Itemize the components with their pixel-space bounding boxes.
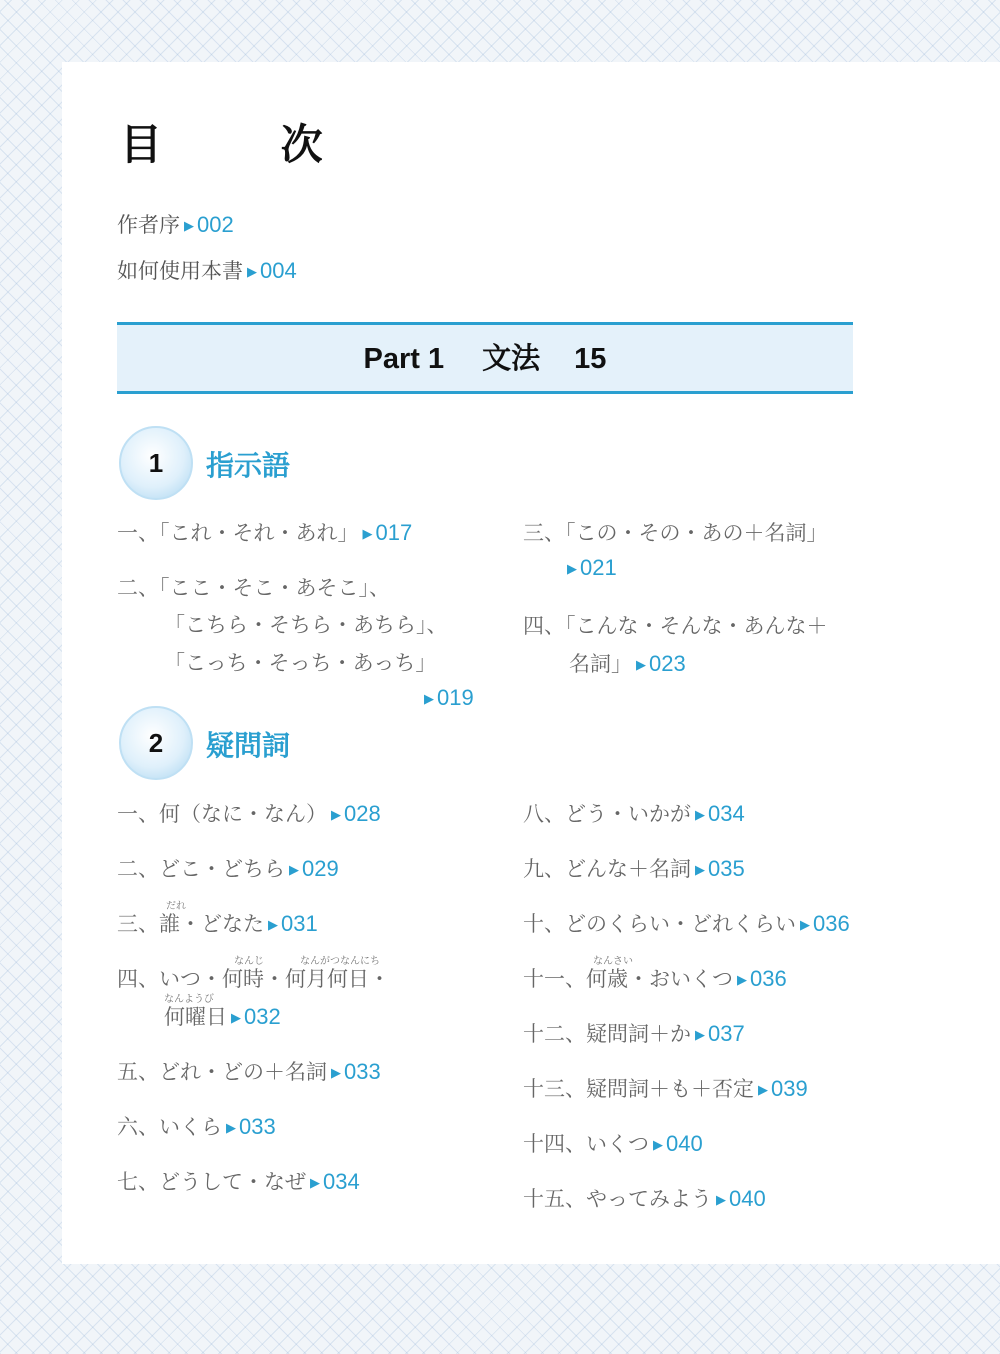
part-name: 文法 xyxy=(482,341,541,375)
toc-item-line[interactable]: 「こちら・そちら・あちら」、 xyxy=(164,613,448,637)
page-number: 017 xyxy=(375,520,413,545)
toc-item-label: 名詞」 xyxy=(569,652,632,676)
toc-item-label: 十三、疑問詞＋も＋否定 xyxy=(523,1077,754,1101)
toc-entry-how-to-use[interactable] xyxy=(117,255,297,285)
page-number: 036 xyxy=(750,966,787,991)
toc-item[interactable] xyxy=(523,1183,766,1213)
page-arrow-icon: ▶ xyxy=(653,1138,663,1153)
toc-item-page[interactable] xyxy=(563,555,617,581)
section-number-badge: 2 xyxy=(119,706,193,780)
toc-item-label: 十二、疑問詞＋か xyxy=(523,1022,691,1046)
page-number: 037 xyxy=(708,1021,745,1046)
toc-item[interactable] xyxy=(523,1073,808,1103)
toc-item-page[interactable] xyxy=(420,685,474,711)
toc-item-label: 九、どんな＋名詞 xyxy=(523,857,691,881)
page-number: 040 xyxy=(666,1131,703,1156)
toc-item-line[interactable]: 三、「この・その・あの＋名詞」 xyxy=(523,521,828,545)
part-label: Part 1 xyxy=(363,343,445,375)
page-number: 031 xyxy=(281,911,318,936)
page-number: 028 xyxy=(344,801,381,826)
toc-item-label: 十五、やってみよう xyxy=(523,1187,712,1211)
page-arrow-icon: ▶ xyxy=(362,527,373,542)
page-title: 目 次 xyxy=(120,120,375,169)
page-arrow-icon: ▶ xyxy=(310,1176,320,1191)
page-number: 002 xyxy=(197,212,234,237)
toc-item-line[interactable]: 二、「ここ・そこ・あそこ」、 xyxy=(117,576,390,600)
page-arrow-icon: ▶ xyxy=(737,973,747,988)
toc-item-label: 七、どうして・なぜ xyxy=(117,1170,306,1194)
page-arrow-icon: ▶ xyxy=(247,265,257,280)
toc-item-label: 二、どこ・どちら xyxy=(117,857,285,881)
toc-item-line[interactable]: 四、「こんな・そんな・あんな＋ xyxy=(523,614,828,638)
page-arrow-icon: ▶ xyxy=(226,1121,236,1136)
page-arrow-icon: ▶ xyxy=(636,658,646,673)
toc-item[interactable] xyxy=(164,1001,281,1031)
page-number: 040 xyxy=(729,1186,766,1211)
toc-item-label: 三、誰・どなた xyxy=(117,912,264,936)
toc-item-line[interactable]: 「こっち・そっち・あっち」 xyxy=(164,651,437,675)
toc-item-label: 一、何（なに・なん） xyxy=(117,802,327,826)
furigana: なんがつなんにち xyxy=(300,956,380,967)
page-arrow-icon: ▶ xyxy=(567,562,577,577)
page-arrow-icon: ▶ xyxy=(268,918,278,933)
toc-item[interactable] xyxy=(523,963,787,993)
toc-item-label: 十、どのくらい・どれくらい xyxy=(523,912,796,936)
part-number: 15 xyxy=(574,343,607,375)
toc-item[interactable] xyxy=(523,1018,745,1048)
furigana: なんじ xyxy=(234,956,264,967)
toc-entry-preface[interactable] xyxy=(117,209,234,239)
toc-entry-label: 作者序 xyxy=(117,213,180,237)
page-number: 036 xyxy=(813,911,850,936)
page-number: 019 xyxy=(437,685,474,710)
page-arrow-icon: ▶ xyxy=(289,863,299,878)
part-header-band xyxy=(117,322,853,394)
toc-item-label: 六、いくら xyxy=(117,1115,222,1139)
toc-item[interactable] xyxy=(117,1111,276,1141)
toc-item-label: 五、どれ・どの＋名詞 xyxy=(117,1060,327,1084)
toc-item[interactable] xyxy=(523,853,745,883)
page-arrow-icon: ▶ xyxy=(184,219,194,234)
toc-item[interactable] xyxy=(523,908,850,938)
furigana: だれ xyxy=(166,901,186,912)
page-arrow-icon: ▶ xyxy=(424,692,434,707)
toc-item[interactable] xyxy=(117,798,381,828)
page-number: 004 xyxy=(260,258,297,283)
page-arrow-icon: ▶ xyxy=(695,863,705,878)
page-number: 032 xyxy=(244,1004,281,1029)
page-arrow-icon: ▶ xyxy=(758,1083,768,1098)
page-number: 029 xyxy=(302,856,339,881)
toc-item[interactable] xyxy=(117,853,339,883)
toc-item[interactable] xyxy=(117,1056,381,1086)
section-title[interactable]: 指示語 xyxy=(206,449,291,482)
page-arrow-icon: ▶ xyxy=(800,918,810,933)
page-arrow-icon: ▶ xyxy=(231,1011,241,1026)
page-number: 021 xyxy=(580,555,617,580)
toc-item-line[interactable]: 四、いつ・何時・何月何日・ xyxy=(117,967,390,991)
page-arrow-icon: ▶ xyxy=(695,1028,705,1043)
toc-item-label: 一、「これ・それ・あれ」 xyxy=(117,521,359,545)
page-number: 023 xyxy=(649,651,686,676)
page-arrow-icon: ▶ xyxy=(331,1066,341,1081)
toc-item[interactable] xyxy=(117,517,412,547)
page-arrow-icon: ▶ xyxy=(695,808,705,823)
page-number: 033 xyxy=(239,1114,276,1139)
page-arrow-icon: ▶ xyxy=(716,1193,726,1208)
toc-item-label: 八、どう・いかが xyxy=(523,802,691,826)
page-number: 035 xyxy=(708,856,745,881)
toc-item[interactable] xyxy=(569,648,686,678)
page-number: 034 xyxy=(708,801,745,826)
toc-item[interactable] xyxy=(117,1166,360,1196)
toc-item[interactable] xyxy=(523,1128,703,1158)
section-title[interactable]: 疑問詞 xyxy=(206,729,291,762)
toc-item[interactable] xyxy=(523,798,745,828)
toc-item-label: 十四、いくつ xyxy=(523,1132,649,1156)
page-number: 034 xyxy=(323,1169,360,1194)
toc-item-label: 十一、何歳・おいくつ xyxy=(523,967,733,991)
furigana: なんさい xyxy=(593,956,633,967)
page-number: 039 xyxy=(771,1076,808,1101)
section-number-badge: 1 xyxy=(119,426,193,500)
furigana: なんようび xyxy=(164,994,214,1005)
page-number: 033 xyxy=(344,1059,381,1084)
toc-entry-label: 如何使用本書 xyxy=(117,259,243,283)
toc-item[interactable] xyxy=(117,908,318,938)
toc-item-label: 何曜日 xyxy=(164,1005,227,1029)
page-arrow-icon: ▶ xyxy=(331,808,341,823)
